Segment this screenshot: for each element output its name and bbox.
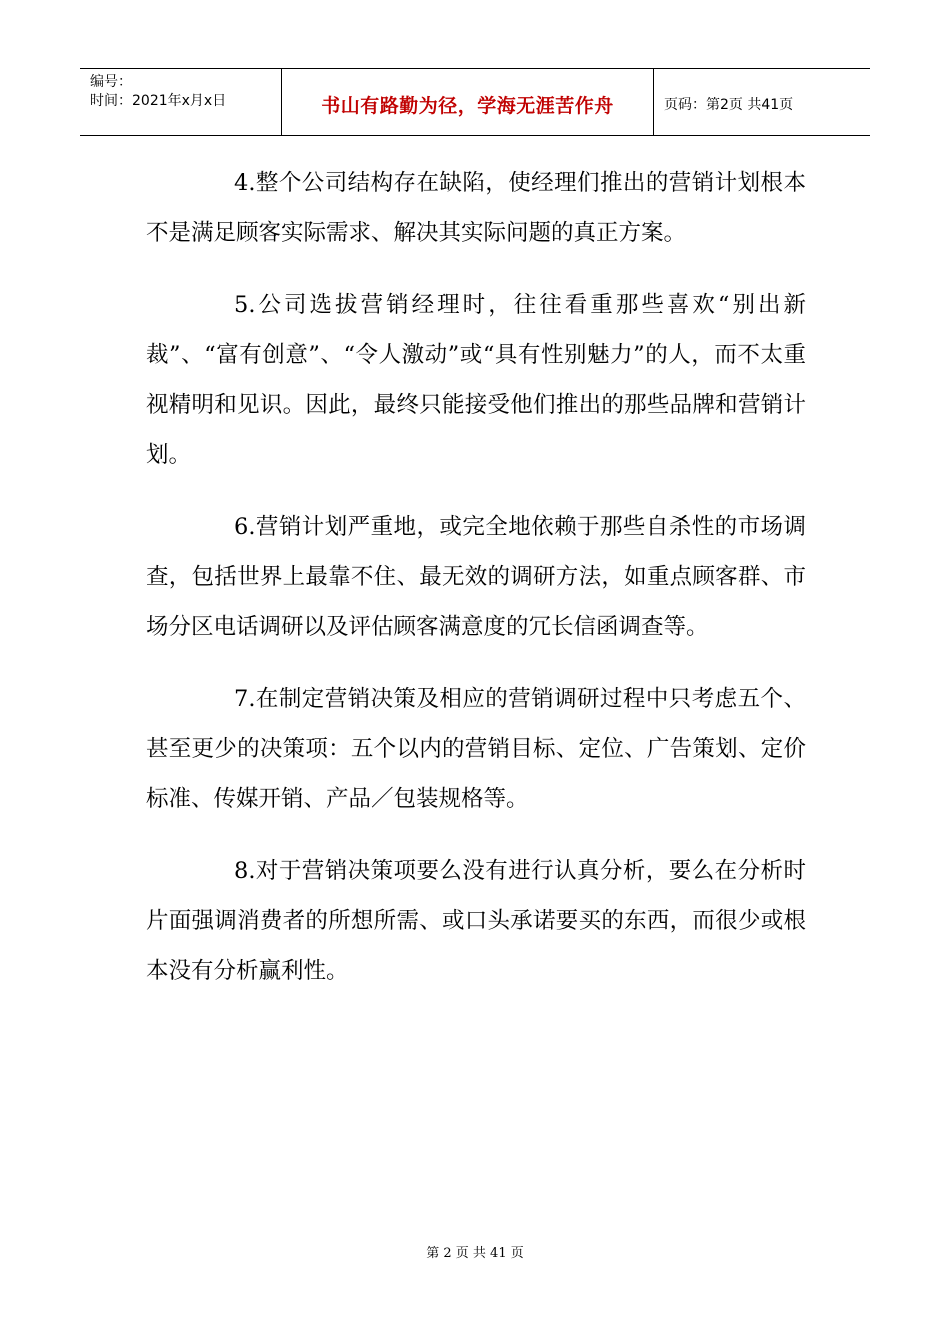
header-page-info-cell: [654, 69, 870, 135]
serial-label: 编号：: [90, 74, 132, 90]
header-motto: 书山有路勤为径，学海无涯苦作舟: [321, 94, 614, 117]
page-footer: [0, 1242, 950, 1261]
paragraph-6: 6.营销计划严重地，或完全地依赖于那些自杀性的市场调查，包括世界上最靠不住、最无效的调研方法，如重点顾客群、市场分区电话调研以及评估顾客满意度的冗长信函调查等。: [146, 514, 806, 640]
header-motto-cell: [282, 69, 654, 135]
header-page-info: 页码：第2页 共41页: [664, 97, 794, 113]
header-meta: [80, 69, 282, 135]
paragraph-7: 7.在制定营销决策及相应的营销调研过程中只考虑五个、甚至更少的决策项：五个以内的营销目标、定位、广告策划、定价标准、传媒开销、产品／包装规格等。: [146, 686, 806, 812]
footer-page-number: 第 2 页 共 41 页: [426, 1246, 524, 1261]
paragraph-8: 8.对于营销决策项要么没有进行认真分析，要么在分析时片面强调消费者的所想所需、或口头承诺要买的东西，而很少或根本没有分析赢利性。: [146, 858, 806, 984]
paragraph-5: 5.公司选拔营销经理时，往往看重那些喜欢“别出新裁”、“富有创意”、“令人激动”或“具有性别魅力”的人，而不太重视精明和见识。因此，最终只能接受他们推出的那些品牌和营销计划。: [146, 292, 806, 468]
date-label: 时间：2021年x月x日: [90, 93, 227, 109]
page-header: [80, 68, 870, 136]
document-body: [146, 158, 806, 1018]
paragraph-4: 4.整个公司结构存在缺陷，使经理们推出的营销计划根本不是满足顾客实际需求、解决其实际问题的真正方案。: [146, 170, 806, 246]
